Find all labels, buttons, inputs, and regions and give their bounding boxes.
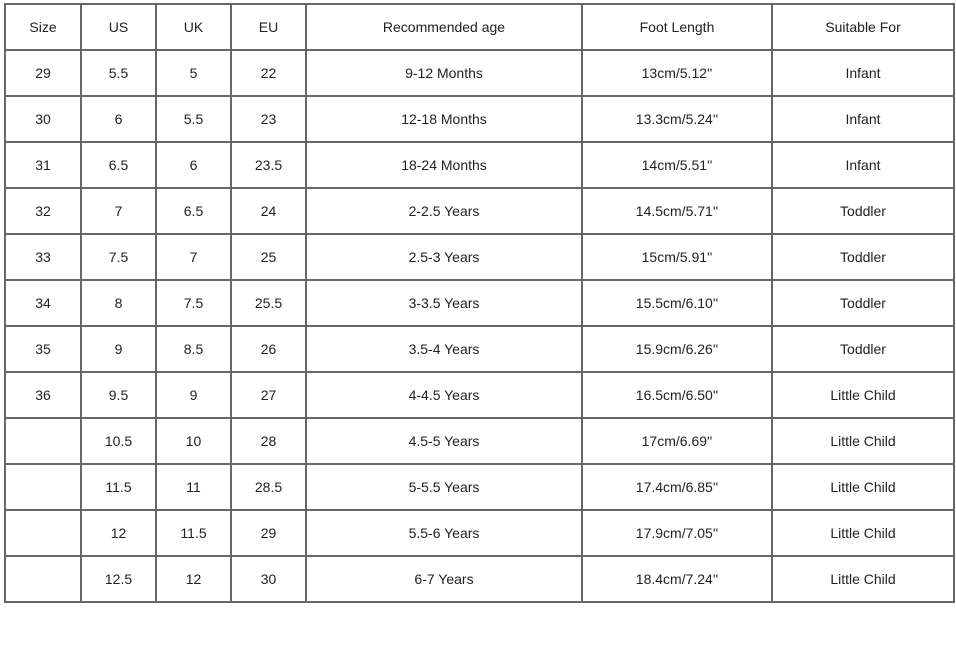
table-row	[5, 464, 954, 510]
cell-us: 9	[81, 326, 156, 372]
cell-uk: 11	[156, 464, 231, 510]
table-row	[5, 50, 954, 96]
cell-uk: 6.5	[156, 188, 231, 234]
cell-eu: 30	[231, 556, 306, 602]
cell-us: 9.5	[81, 372, 156, 418]
table-body	[5, 50, 954, 602]
cell-size	[5, 418, 81, 464]
cell-recommended-age: 12-18 Months	[306, 96, 582, 142]
header-uk: UK	[156, 4, 231, 50]
cell-us: 8	[81, 280, 156, 326]
cell-size: 29	[5, 50, 81, 96]
cell-size: 36	[5, 372, 81, 418]
cell-recommended-age: 3-3.5 Years	[306, 280, 582, 326]
cell-suitable-for: Toddler	[772, 326, 954, 372]
table-header	[5, 4, 954, 50]
cell-suitable-for: Infant	[772, 50, 954, 96]
cell-us: 12.5	[81, 556, 156, 602]
cell-eu: 25.5	[231, 280, 306, 326]
header-recommended-age: Recommended age	[306, 4, 582, 50]
cell-size: 34	[5, 280, 81, 326]
cell-eu: 24	[231, 188, 306, 234]
cell-uk: 5.5	[156, 96, 231, 142]
cell-recommended-age: 4-4.5 Years	[306, 372, 582, 418]
cell-suitable-for: Toddler	[772, 280, 954, 326]
header-suitable-for: Suitable For	[772, 4, 954, 50]
cell-eu: 28	[231, 418, 306, 464]
cell-suitable-for: Toddler	[772, 188, 954, 234]
cell-uk: 11.5	[156, 510, 231, 556]
header-eu: EU	[231, 4, 306, 50]
size-table	[4, 3, 955, 603]
cell-recommended-age: 5.5-6 Years	[306, 510, 582, 556]
cell-suitable-for: Toddler	[772, 234, 954, 280]
cell-us: 6	[81, 96, 156, 142]
cell-foot-length: 15.5cm/6.10''	[582, 280, 772, 326]
size-chart	[4, 3, 955, 603]
cell-suitable-for: Infant	[772, 142, 954, 188]
cell-us: 7.5	[81, 234, 156, 280]
cell-us: 11.5	[81, 464, 156, 510]
cell-us: 7	[81, 188, 156, 234]
cell-us: 6.5	[81, 142, 156, 188]
cell-us: 5.5	[81, 50, 156, 96]
table-row	[5, 326, 954, 372]
cell-size	[5, 464, 81, 510]
cell-eu: 22	[231, 50, 306, 96]
cell-foot-length: 15.9cm/6.26''	[582, 326, 772, 372]
cell-uk: 12	[156, 556, 231, 602]
cell-eu: 28.5	[231, 464, 306, 510]
cell-eu: 29	[231, 510, 306, 556]
cell-uk: 7.5	[156, 280, 231, 326]
table-row	[5, 96, 954, 142]
cell-suitable-for: Little Child	[772, 418, 954, 464]
table-row	[5, 418, 954, 464]
cell-foot-length: 17.4cm/6.85''	[582, 464, 772, 510]
cell-suitable-for: Little Child	[772, 556, 954, 602]
cell-suitable-for: Infant	[772, 96, 954, 142]
cell-size: 33	[5, 234, 81, 280]
cell-recommended-age: 9-12 Months	[306, 50, 582, 96]
cell-suitable-for: Little Child	[772, 464, 954, 510]
cell-size: 31	[5, 142, 81, 188]
table-row	[5, 510, 954, 556]
cell-us: 12	[81, 510, 156, 556]
cell-size	[5, 556, 81, 602]
cell-suitable-for: Little Child	[772, 510, 954, 556]
cell-eu: 23	[231, 96, 306, 142]
cell-recommended-age: 6-7 Years	[306, 556, 582, 602]
header-foot-length: Foot Length	[582, 4, 772, 50]
table-row	[5, 372, 954, 418]
header-us: US	[81, 4, 156, 50]
cell-size	[5, 510, 81, 556]
cell-uk: 6	[156, 142, 231, 188]
cell-foot-length: 14.5cm/5.71''	[582, 188, 772, 234]
cell-eu: 26	[231, 326, 306, 372]
cell-size: 32	[5, 188, 81, 234]
cell-foot-length: 14cm/5.51''	[582, 142, 772, 188]
cell-uk: 5	[156, 50, 231, 96]
cell-us: 10.5	[81, 418, 156, 464]
cell-size: 35	[5, 326, 81, 372]
cell-eu: 23.5	[231, 142, 306, 188]
cell-uk: 9	[156, 372, 231, 418]
table-row	[5, 234, 954, 280]
cell-foot-length: 13cm/5.12''	[582, 50, 772, 96]
table-row	[5, 188, 954, 234]
cell-uk: 8.5	[156, 326, 231, 372]
cell-size: 30	[5, 96, 81, 142]
cell-recommended-age: 5-5.5 Years	[306, 464, 582, 510]
cell-uk: 10	[156, 418, 231, 464]
cell-foot-length: 13.3cm/5.24''	[582, 96, 772, 142]
cell-suitable-for: Little Child	[772, 372, 954, 418]
cell-foot-length: 16.5cm/6.50''	[582, 372, 772, 418]
table-row	[5, 556, 954, 602]
cell-foot-length: 17cm/6.69''	[582, 418, 772, 464]
cell-eu: 25	[231, 234, 306, 280]
header-size: Size	[5, 4, 81, 50]
cell-foot-length: 18.4cm/7.24''	[582, 556, 772, 602]
table-row	[5, 280, 954, 326]
cell-uk: 7	[156, 234, 231, 280]
header-row	[5, 4, 954, 50]
cell-recommended-age: 3.5-4 Years	[306, 326, 582, 372]
cell-recommended-age: 2-2.5 Years	[306, 188, 582, 234]
cell-eu: 27	[231, 372, 306, 418]
cell-foot-length: 17.9cm/7.05''	[582, 510, 772, 556]
table-row	[5, 142, 954, 188]
cell-recommended-age: 2.5-3 Years	[306, 234, 582, 280]
cell-foot-length: 15cm/5.91''	[582, 234, 772, 280]
cell-recommended-age: 4.5-5 Years	[306, 418, 582, 464]
cell-recommended-age: 18-24 Months	[306, 142, 582, 188]
